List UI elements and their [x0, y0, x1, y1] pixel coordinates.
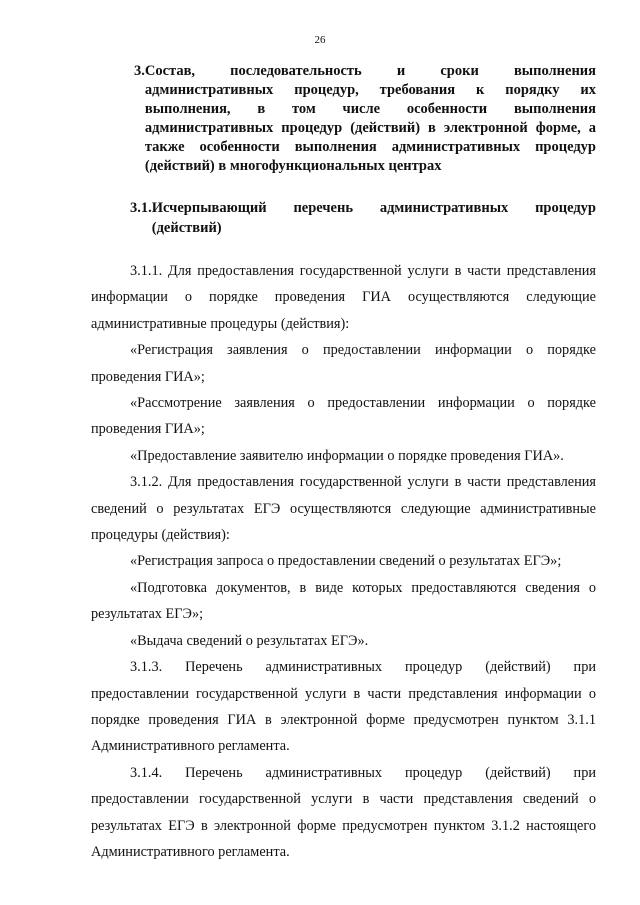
- paragraph-procedure-results-issue: «Выдача сведений о результатах ЕГЭ».: [130, 632, 369, 649]
- paragraph-procedure-review: «Рассмотрение заявления о предоставлении информации о порядке проведения ГИА»;: [91, 395, 596, 438]
- page-number: 26: [314, 34, 326, 46]
- paragraph-3-1-1: 3.1.1. Для предоставления государственной услуги в части представления информации о порядке проведения ГИА осуществляются следующие административные процедуры (действия):: [91, 263, 596, 332]
- subsection-heading-text: Исчерпывающий перечень административных процедур (действий): [151, 200, 596, 236]
- paragraph-3-1-2: 3.1.2. Для предоставления государственной услуги в части представления сведений о результатах ЕГЭ осуществляются следующие административные процедуры (действия):: [91, 474, 596, 544]
- paragraph-procedure-documents-preparation: «Подготовка документов, в виде которых предоставляются сведения о результатах ЕГЭ»;: [91, 579, 596, 623]
- paragraph-procedure-request-registration: «Регистрация запроса о предоставлении сведений о результатах ЕГЭ»;: [130, 553, 562, 570]
- paragraph-procedure-provision: «Предоставление заявителю информации о порядке проведения ГИА».: [130, 447, 564, 464]
- paragraph-3-1-3: 3.1.3. Перечень административных процедур (действий) при предоставлении государственной услуги в части представления информации о порядке проведения ГИА в электронной форме предусмотрен пунктом 3.1.1 Административного регламента.: [91, 659, 596, 755]
- subsection-heading: [91, 198, 596, 238]
- section-heading-text: Состав, последовательность и сроки выполнения административных процедур, требования к порядку их выполнения, в том числе особенности выполнения административных процедур (действий) в электронной форме, а также особенности выполнения административных процедур (действий) в многофункциональных центрах: [144, 63, 596, 174]
- section-heading: [91, 62, 596, 176]
- document-body: [91, 62, 596, 865]
- paragraph-3-1-4: 3.1.4. Перечень административных процедур (действий) при предоставлении государственной услуги в части представления сведений о результатах ЕГЭ в электронной форме предусмотрен пунктом 3.1.2 настоящего Административного регламента.: [91, 764, 596, 860]
- section-heading-number: 3.: [134, 63, 145, 79]
- subsection-heading-number: 3.1.: [130, 200, 152, 216]
- paragraph-procedure-registration: «Регистрация заявления о предоставлении информации о порядке проведения ГИА»;: [91, 342, 596, 385]
